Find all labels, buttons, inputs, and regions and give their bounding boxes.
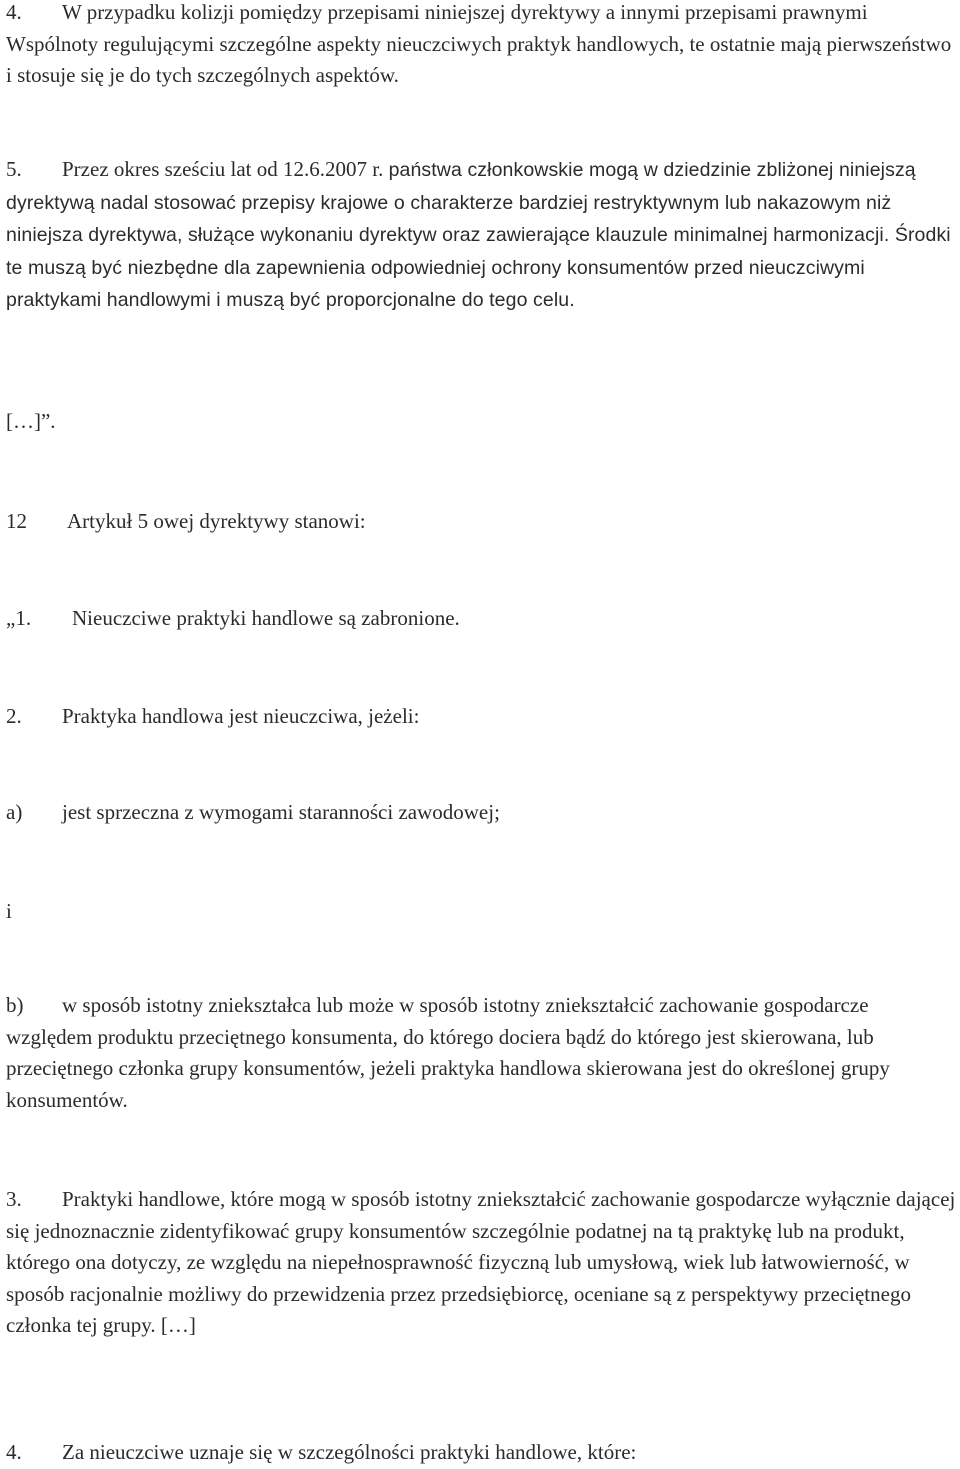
conjunction: i [6, 899, 12, 923]
paragraph-text: W przypadku kolizji pomiędzy przepisami niniejszej dyrektywy a innymi przepisami prawnymi Wspólnoty regulującymi szczególne aspekty nieuczciwych praktyk handlowych, te ostatnie mają pierwszeństwo i stosuje się je do tych szczególnych aspektów. [6, 0, 952, 87]
point-number: 12 [6, 509, 27, 533]
paragraph-4 [6, 0, 958, 92]
quoted-paragraph-4 [6, 1437, 958, 1469]
list-item-b [6, 990, 958, 1116]
paragraph-number: 5. [6, 157, 22, 181]
paragraph-number: „1. [6, 606, 32, 630]
list-item-text: w sposób istotny zniekształca lub może w sposób istotny zniekształcić zachowanie gospodarcze względem produktu przeciętnego konsumenta, do którego dociera bądź do którego jest skierowana, lub przeciętnego członka grupy konsumentów, jeżeli praktyka handlowa skierowana jest do określonej grupy konsumentów. [6, 993, 890, 1112]
paragraph-text: Nieuczciwe praktyki handlowe są zabronione. [72, 606, 460, 630]
list-item-text: jest sprzeczna z wymogami staranności zawodowej; [62, 800, 500, 824]
paragraph-number: 4. [6, 0, 22, 24]
paragraph-text: Praktyki handlowe, które mogą w sposób istotny zniekształcić zachowanie gospodarcze wyłącznie dającej się jednoznacznie zidentyfikować grupy konsumentów szczególnie podatnej na tą praktykę lub na produkt, którego ona dotyczy, ze względu na niepełnosprawność fizyczną lub umysłową, wiek lub łatwowierność, w sposób racjonalnie możliwy do przewidzenia przez przedsiębiorcę, oceniane są z perspektywy przeciętnego członka tej grupy. […] [6, 1187, 956, 1337]
paragraph-text: Za nieuczciwe uznaje się w szczególności praktyki handlowe, które: [62, 1440, 637, 1464]
omission-marker: […]”. [6, 409, 56, 433]
quoted-paragraph-3 [6, 1184, 958, 1342]
list-item-letter: b) [6, 993, 24, 1017]
paragraph-text: Praktyka handlowa jest nieuczciwa, jeżeli: [62, 704, 420, 728]
paragraph-text: państwa członkowskie mogą w dziedzinie zbliżonej niniejszą dyrektywą nadal stosować przepisy krajowe o charakterze bardziej restryktywnym lub nakazowym niż niniejsza dyrektywa, służące wykonaniu dyrektyw oraz zawierające klauzule minimalnej harmonizacji. Środki te muszą być niezbędne dla zapewnienia odpowiedniej ochrony konsumentów przed nieuczciwymi praktykami handlowymi i muszą być proporcjonalne do tego celu. [6, 159, 951, 311]
point-text: Artykuł 5 owej dyrektywy stanowi: [67, 509, 366, 533]
quoted-paragraph-2 [6, 701, 958, 733]
quoted-paragraph-1 [6, 603, 958, 635]
paragraph-5 [6, 154, 958, 317]
point-12 [6, 506, 958, 538]
list-item-letter: a) [6, 800, 23, 824]
list-item-a [6, 797, 958, 829]
paragraph-number: 2. [6, 704, 22, 728]
paragraph-number: 4. [6, 1440, 22, 1464]
paragraph-number: 3. [6, 1187, 22, 1211]
paragraph-lead: Przez okres sześciu lat od 12.6.2007 r. [62, 157, 384, 181]
